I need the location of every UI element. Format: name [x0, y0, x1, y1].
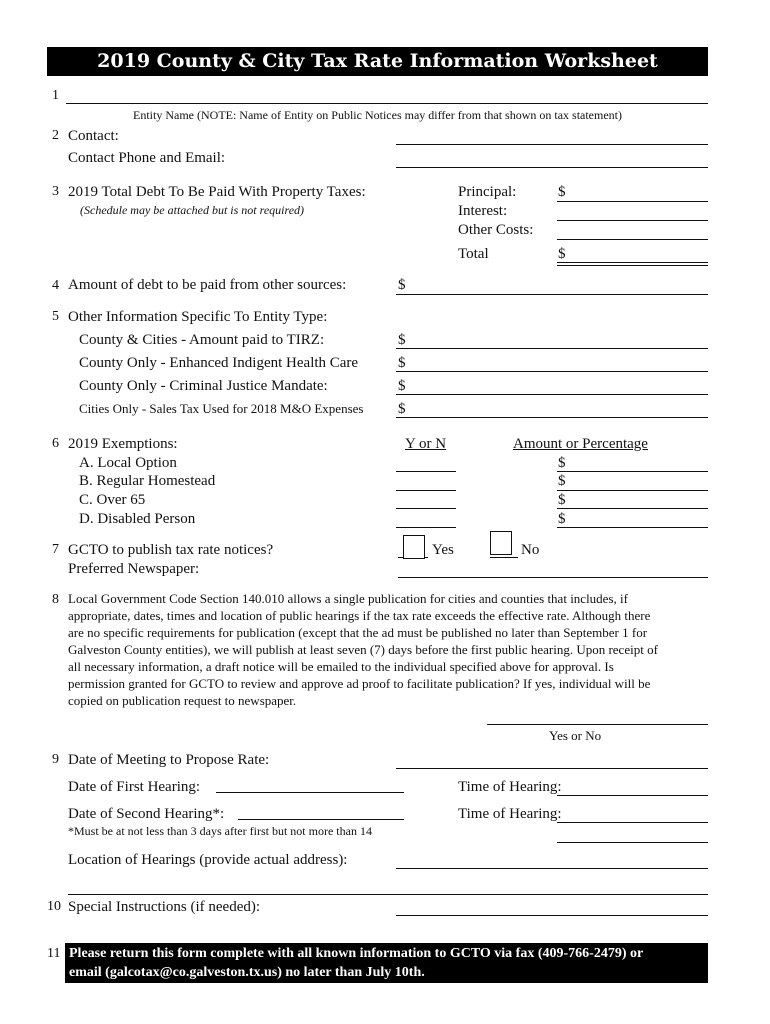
total-label: Total: [458, 246, 489, 262]
special-instructions-field[interactable]: [396, 915, 708, 916]
criminal-justice-label: County Only - Criminal Justice Mandate:: [79, 378, 328, 394]
sales-tax-field[interactable]: [396, 417, 708, 418]
second-hearing-time-label: Time of Hearing:: [458, 806, 562, 822]
tirz-label: County & Cities - Amount paid to TIRZ:: [79, 332, 325, 348]
publication-paragraph: [68, 590, 708, 709]
second-hearing-date-field[interactable]: [238, 819, 404, 820]
hearing-location-field[interactable]: [396, 868, 708, 869]
y-or-n-header: Y or N: [405, 436, 447, 452]
regular-homestead-label: B. Regular Homestead: [79, 473, 216, 489]
disabled-person-amount-field[interactable]: [557, 527, 708, 528]
yes-checkbox[interactable]: [403, 535, 425, 559]
entity-type-label: Other Information Specific To Entity Type:: [68, 309, 328, 325]
section-5-number: 5: [52, 309, 59, 324]
indigent-health-dollar: $: [398, 355, 406, 371]
second-hearing-time-field[interactable]: [557, 822, 708, 823]
meeting-date-label: Date of Meeting to Propose Rate:: [68, 752, 270, 768]
interest-field[interactable]: [557, 220, 708, 221]
section-6-number: 6: [52, 436, 59, 451]
return-instructions-line1: Please return this form complete with all known information to GCTO via fax (409-766-2479) or: [69, 946, 644, 961]
other-sources-label: Amount of debt to be paid from other sources:: [68, 277, 347, 293]
over-65-dollar: $: [558, 492, 566, 508]
preferred-newspaper-field[interactable]: [398, 577, 708, 578]
second-hearing-time-extra-field[interactable]: [557, 842, 708, 843]
yes-label: Yes: [432, 542, 454, 558]
amount-percentage-header: Amount or Percentage: [513, 436, 648, 452]
disabled-person-label: D. Disabled Person: [79, 511, 196, 527]
section-4-number: 4: [52, 278, 59, 293]
paragraph-line: all necessary information, a draft notice will be emailed to the individual specified above for approval. Is: [68, 659, 614, 674]
criminal-justice-field[interactable]: [396, 394, 708, 395]
hearing-location-label: Location of Hearings (provide actual address):: [68, 852, 348, 868]
sales-tax-label: Cities Only - Sales Tax Used for 2018 M&O Expenses: [79, 401, 364, 416]
total-dollar: $: [558, 246, 566, 262]
no-checkbox[interactable]: [490, 531, 512, 555]
special-instructions-label: Special Instructions (if needed):: [68, 899, 261, 915]
other-sources-dollar: $: [398, 277, 406, 293]
entity-name-field[interactable]: [66, 103, 708, 104]
regular-homestead-yn-field[interactable]: [396, 490, 456, 491]
section-3-number: 3: [52, 184, 59, 199]
yes-or-no-caption: Yes or No: [549, 728, 602, 743]
contact-field[interactable]: [396, 144, 708, 145]
preferred-newspaper-label: Preferred Newspaper:: [68, 561, 200, 577]
other-sources-field[interactable]: [396, 294, 708, 295]
section-7-number: 7: [52, 542, 59, 557]
section-8-number: 8: [52, 592, 59, 607]
no-label: No: [521, 542, 540, 558]
regular-homestead-dollar: $: [558, 473, 566, 489]
permission-yes-no-field[interactable]: [487, 724, 708, 725]
local-option-dollar: $: [558, 455, 566, 471]
local-option-yn-field[interactable]: [396, 471, 456, 472]
tirz-field[interactable]: [396, 348, 708, 349]
disabled-person-dollar: $: [558, 511, 566, 527]
section-1-number: 1: [52, 88, 59, 103]
entity-name-caption: Entity Name (NOTE: Name of Entity on Public Notices may differ from that shown on tax statement): [133, 108, 622, 122]
contact-phone-email-label: Contact Phone and Email:: [68, 150, 226, 166]
principal-field[interactable]: [557, 201, 708, 202]
hearing-location-extra-field[interactable]: [68, 894, 708, 895]
principal-label: Principal:: [458, 184, 517, 200]
first-hearing-date-label: Date of First Hearing:: [68, 779, 201, 795]
section-11-number: 11: [47, 946, 61, 961]
paragraph-line: Galveston County entities), we will publish at least seven (7) days before the first public hearing. Upon receipt of: [68, 642, 658, 657]
no-underline: [490, 557, 518, 558]
over-65-yn-field[interactable]: [396, 508, 456, 509]
indigent-health-label: County Only - Enhanced Indigent Health Care: [79, 355, 359, 371]
publish-notices-label: GCTO to publish tax rate notices?: [68, 542, 274, 558]
local-option-label: A. Local Option: [79, 455, 177, 471]
other-costs-label: Other Costs:: [458, 222, 534, 238]
paragraph-line: are no specific requirements for publication (except that the ad must be published no later than September 1 for: [68, 625, 648, 640]
exemptions-label: 2019 Exemptions:: [68, 436, 178, 452]
disabled-person-yn-field[interactable]: [396, 527, 456, 528]
indigent-health-field[interactable]: [396, 371, 708, 372]
contact-label: Contact:: [68, 128, 119, 144]
total-field[interactable]: [557, 262, 708, 266]
over-65-amount-field[interactable]: [557, 508, 708, 509]
paragraph-line: appropriate, dates, times and location of public hearings if the tax rate exceeds the effective rate. Although there: [68, 608, 651, 623]
section-2-number: 2: [52, 128, 59, 143]
paragraph-line: Local Government Code Section 140.010 allows a single publication for cities and counties that includes, if: [68, 591, 628, 606]
other-costs-field[interactable]: [557, 239, 708, 240]
first-hearing-time-label: Time of Hearing:: [458, 779, 562, 795]
tirz-dollar: $: [398, 332, 406, 348]
first-hearing-time-field[interactable]: [557, 795, 708, 796]
return-instructions-banner: [65, 943, 708, 983]
interest-label: Interest:: [458, 203, 508, 219]
hearing-interval-note: *Must be at not less than 3 days after first but not more than 14: [68, 824, 372, 838]
over-65-label: C. Over 65: [79, 492, 146, 508]
section-10-number: 10: [47, 899, 61, 914]
first-hearing-date-field[interactable]: [216, 792, 404, 793]
second-hearing-date-label: Date of Second Hearing*:: [68, 806, 225, 822]
contact-phone-email-field[interactable]: [396, 167, 708, 168]
schedule-note: (Schedule may be attached but is not required): [80, 203, 305, 217]
worksheet-title: 2019 County & City Tax Rate Information Worksheet: [47, 47, 708, 76]
total-debt-label: 2019 Total Debt To Be Paid With Property Taxes:: [68, 184, 366, 200]
paragraph-line: permission granted for GCTO to review and approve ad proof to facilitate publication? If yes, individual will be: [68, 676, 651, 691]
section-9-number: 9: [52, 752, 59, 767]
criminal-justice-dollar: $: [398, 378, 406, 394]
regular-homestead-amount-field[interactable]: [557, 490, 708, 491]
paragraph-line: copied on publication request to newspaper.: [68, 693, 297, 708]
local-option-amount-field[interactable]: [557, 471, 708, 472]
meeting-date-field[interactable]: [396, 768, 708, 769]
sales-tax-dollar: $: [398, 401, 406, 417]
return-instructions-line2: email (galcotax@co.galveston.tx.us) no later than July 10th.: [69, 965, 425, 980]
principal-dollar: $: [558, 184, 566, 200]
